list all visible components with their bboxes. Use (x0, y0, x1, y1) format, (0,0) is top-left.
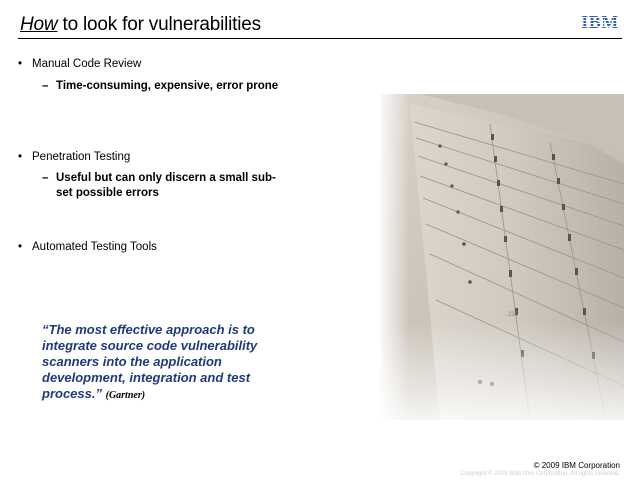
ibm-logo (578, 12, 622, 32)
title-divider (18, 38, 622, 39)
quote-source: (Gartner) (105, 390, 146, 401)
svg-text:IBM: IBM (581, 12, 619, 32)
copyright: © 2009 IBM Corporation (533, 461, 620, 470)
quote-text: “The most effective approach is to integrate source code vulnerability scanners into the application development, integration and test process.” (42, 322, 258, 401)
sub-bullet-penetration-testing: – Useful but can only discern a small sub-set possible errors (42, 172, 276, 199)
slide-title (20, 14, 261, 36)
title-emphasis: How (20, 14, 58, 35)
faint-copyright: Copyright © 2009 Watchfire Corporation. All rights reserved. (460, 471, 620, 477)
sub-bullet-manual-code-review: – Time-consuming, expensive, error prone (42, 80, 279, 92)
title-rest: to look for vulnerabilities (57, 14, 261, 35)
safe-deposit-boxes-photo (380, 94, 624, 420)
gartner-quote (42, 322, 302, 404)
